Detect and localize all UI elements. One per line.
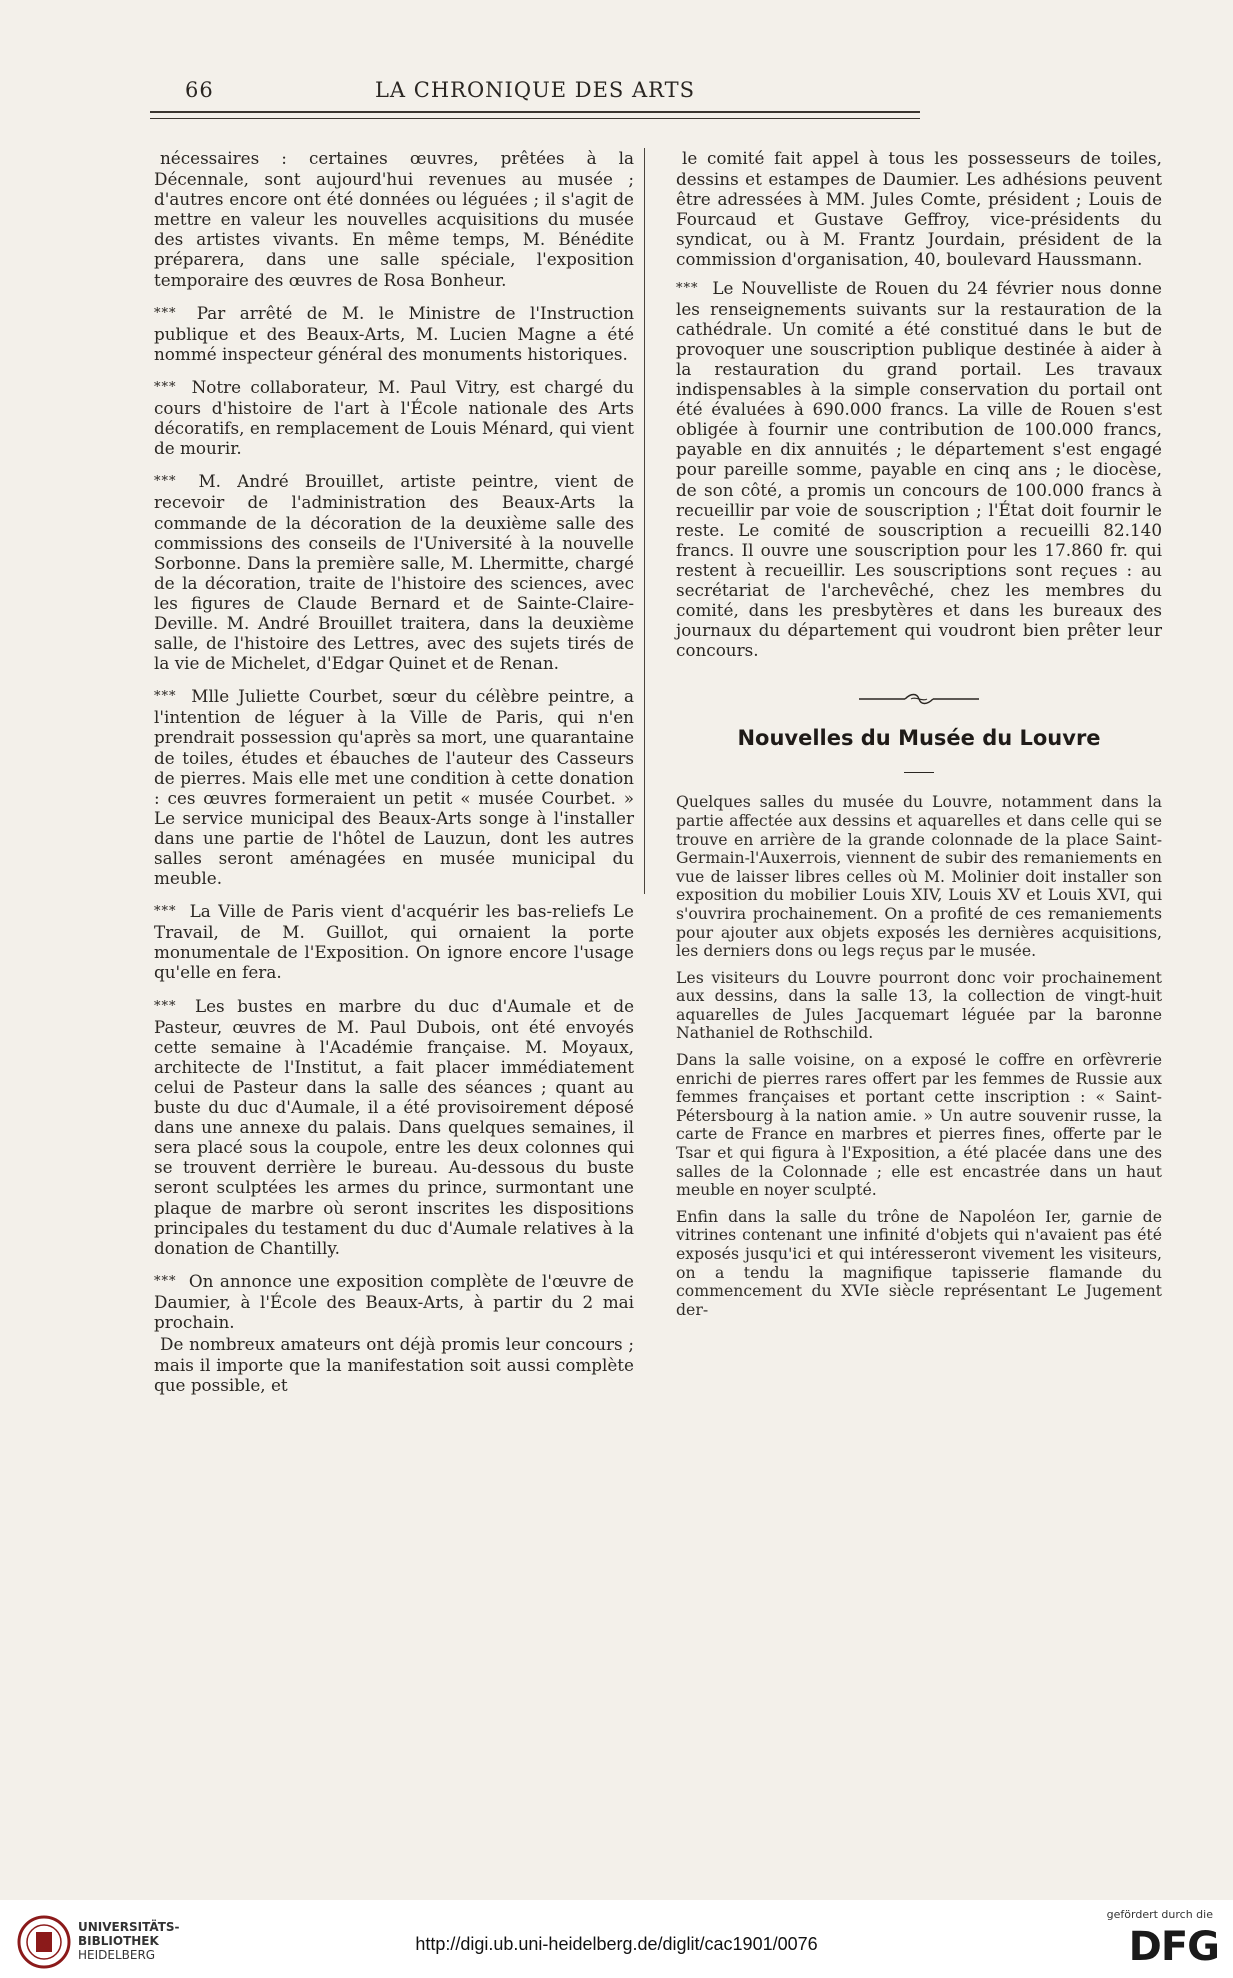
section-title: Nouvelles du Musée du Louvre <box>737 726 1101 751</box>
louvre-paragraph: Quelques salles du musée du Louvre, notamment dans la partie affectée aux dessins et aquarelles et dans celle qui se trouve en arrière de la grande colonnade de la place Saint-Germain-l'Auxerrois, viennent de subir des remaniements en vue de laisser libres celles où M. Molinier doit installer son exposition du mobilier Louis XIV, Louis XV et Louis XVI, qui s'ouvrira prochainement. On a profité de ces remaniements pour ajouter aux objets exposés les dernières acquisitions, les derniers dons ou legs reçus par le musée. <box>676 792 1162 961</box>
louvre-news <box>676 793 1162 1319</box>
left-paragraph: *** Mlle Juliette Courbet, sœur du célèbre peintre, a l'intention de léguer à la Ville de Paris, qui n'en prendrait possession qu'après sa mort, une quarantaine de toiles, études et ébauches de l'auteur des Casseurs de pierres. Mais elle met une condition à cette donation : ces œuvres formeraient un petit « musée Courbet. » Le service municipal des Beaux-Arts songe à l'installer dans une partie de l'hôtel de Lauzun, dont les autres salles seront aménagées en musée municipal du meuble. <box>154 686 634 889</box>
header-rule-thick <box>150 111 920 113</box>
left-paragraph: De nombreux amateurs ont déjà promis leur concours ; mais il importe que la manifestation soit aussi complète que possible, et <box>154 1334 634 1396</box>
louvre-paragraph: Dans la salle voisine, on a exposé le coffre en orfèvrerie enrichi de pierres rares offert par les femmes de Russie aux femmes françaises et portant cette inscription : « Saint-Pétersbourg à la nation amie. » Un autre souvenir russe, la carte de France en marbres et pierres fines, offerte par le Tsar et qui figura à l'Exposition, a été placée dans une des salles de la Colonnade ; elle est encastrée dans un haut meuble en noyer sculpté. <box>676 1050 1162 1200</box>
louvre-paragraph: Les visiteurs du Louvre pourront donc voir prochainement aux dessins, dans la salle 13, la collection de vingt-huit aquarelles de Jules Jacquemart léguée par la baronne Nathaniel de Rothschild. <box>676 967 1162 1043</box>
page-number: 66 <box>185 78 214 102</box>
left-paragraph: *** Notre collaborateur, M. Paul Vitry, est chargé du cours d'histoire de l'art à l'École nationale des Arts décoratifs, en remplacement de Louis Ménard, qui vient de mourir. <box>154 376 634 459</box>
page-header <box>150 78 920 106</box>
right-paragraph: le comité fait appel à tous les possesseurs de toiles, dessins et estampes de Daumier. Les adhésions peuvent être adressées à MM. Jules Comte, président ; Louis de Fourcaud et Gustave Geffroy, vice-présidents du syndicat, ou à M. Frantz Jourdain, président de la commission d'organisation, 40, boulevard Haussmann. <box>676 148 1162 270</box>
header-rule-thin <box>150 118 920 119</box>
section-rule <box>904 772 934 773</box>
funded-by-label: gefördert durch die <box>1106 1908 1213 1921</box>
left-column <box>154 148 634 1395</box>
fleuron-icon <box>859 693 979 705</box>
left-paragraph: *** Par arrêté de M. le Ministre de l'Instruction publique et des Beaux-Arts, M. Lucien Magne a été nommé inspecteur général des monuments historiques. <box>154 302 635 364</box>
left-paragraph: nécessaires : certaines œuvres, prêtées à la Décennale, sont aujourd'hui revenues au musée ; d'autres encore ont été données ou léguées ; il s'agit de mettre en valeur les nouvelles acquisitions du musée des artistes vivants. En même temps, M. Bénédite préparera, dans une salle spéciale, l'exposition temporaire des œuvres de Rosa Bonheur. <box>154 148 634 290</box>
left-paragraph: *** M. André Brouillet, artiste peintre, vient de recevoir de l'administration des Beaux-Arts la commande de la décoration de la deuxième salle des commissions des conseils de l'Université à la nouvelle Sorbonne. Dans la première salle, M. Lhermitte, chargé de la décoration, traite de l'histoire des sciences, avec les figures de Claude Bernard et de Sainte-Claire-Deville. M. André Brouillet traitera, dans la deuxième salle, de l'histoire des Lettres, avec des sujets tirés de la vie de Michelet, d'Edgar Quinet et de Renan. <box>154 471 635 674</box>
left-paragraph: *** Les bustes en marbre du duc d'Aumale et de Pasteur, œuvres de M. Paul Dubois, ont été envoyés cette semaine à l'Académie française. M. Moyaux, architecte de l'Institut, a fait placer immédiatement celui de Pasteur dans la salle des séances ; quant au buste du duc d'Aumale, il a été provisoirement déposé dans une annexe du palais. Dans quelques semaines, il sera placé sous la coupole, entre les deux colonnes qui se trouvent derrière le bureau. Au-dessous du buste seront sculptées les armes du prince, surmontant une plaque de marbre où seront inscrites les dispositions principales du testament du duc d'Aumale relatives à la donation de Chantilly. <box>154 995 634 1258</box>
source-url-link[interactable]: http://digi.ub.uni-heidelberg.de/diglit/cac1901/0076 <box>415 1934 818 1954</box>
left-paragraph: *** La Ville de Paris vient d'acquérir les bas-reliefs Le Travail, de M. Guillot, qui ornaient la porte monumentale de l'Exposition. On ignore encore l'usage qu'elle en fera. <box>154 901 634 983</box>
library-name: UNIVERSITÄTS- BIBLIOTHEK HEIDELBERG <box>78 1920 180 1962</box>
right-paragraph: *** Le Nouvelliste de Rouen du 24 février nous donne les renseignements suivants sur la restauration de la cathédrale. Un comité a été constitué dans le but de provoquer une souscription publique destinée à aider à la restauration du grand portail. Les travaux indispensables à la simple conservation du portail ont été évaluées à 690.000 francs. La ville de Rouen s'est obligée à fournir une contribution de 100.000 francs, payable en dix annuités ; le département s'est engagé pour pareille somme, payable en cinq ans ; le diocèse, de son côté, a promis un concours de 100.000 francs à recueillir par voie de souscription ; l'État doit fournir le reste. Le comité de souscription a recueilli 82.140 francs. Il ouvre une souscription pour les 17.860 fr. qui restent à recueillir. Les souscriptions sont reçues : au secrétariat de l'archevêché, chez les membres du comité, dans les presbytères et dans les bureaux des journaux du département qui voudront bien prêter leur concours. <box>676 277 1162 661</box>
left-paragraph: *** On annonce une exposition complète de l'œuvre de Daumier, à l'École des Beaux-Arts, à partir du 2 mai prochain. <box>154 1270 634 1332</box>
right-column <box>676 148 1162 1319</box>
column-rule <box>644 148 645 894</box>
running-title: LA CHRONIQUE DES ARTS <box>374 78 695 102</box>
ornament-divider <box>676 690 1162 702</box>
dfg-logo: DFG <box>1128 1924 1219 1970</box>
louvre-paragraph: Enfin dans la salle du trône de Napoléon Ier, garnie de vitrines contenant une infinité d'objets qui n'avaient pas été exposés jusqu'ici et qui intéresseront vivement les visiteurs, on a tendu la magnifique tapisserie flamande du commencement du XVIe siècle représentant Le Jugement der- <box>676 1206 1162 1319</box>
digitization-footer <box>0 1900 1233 1978</box>
